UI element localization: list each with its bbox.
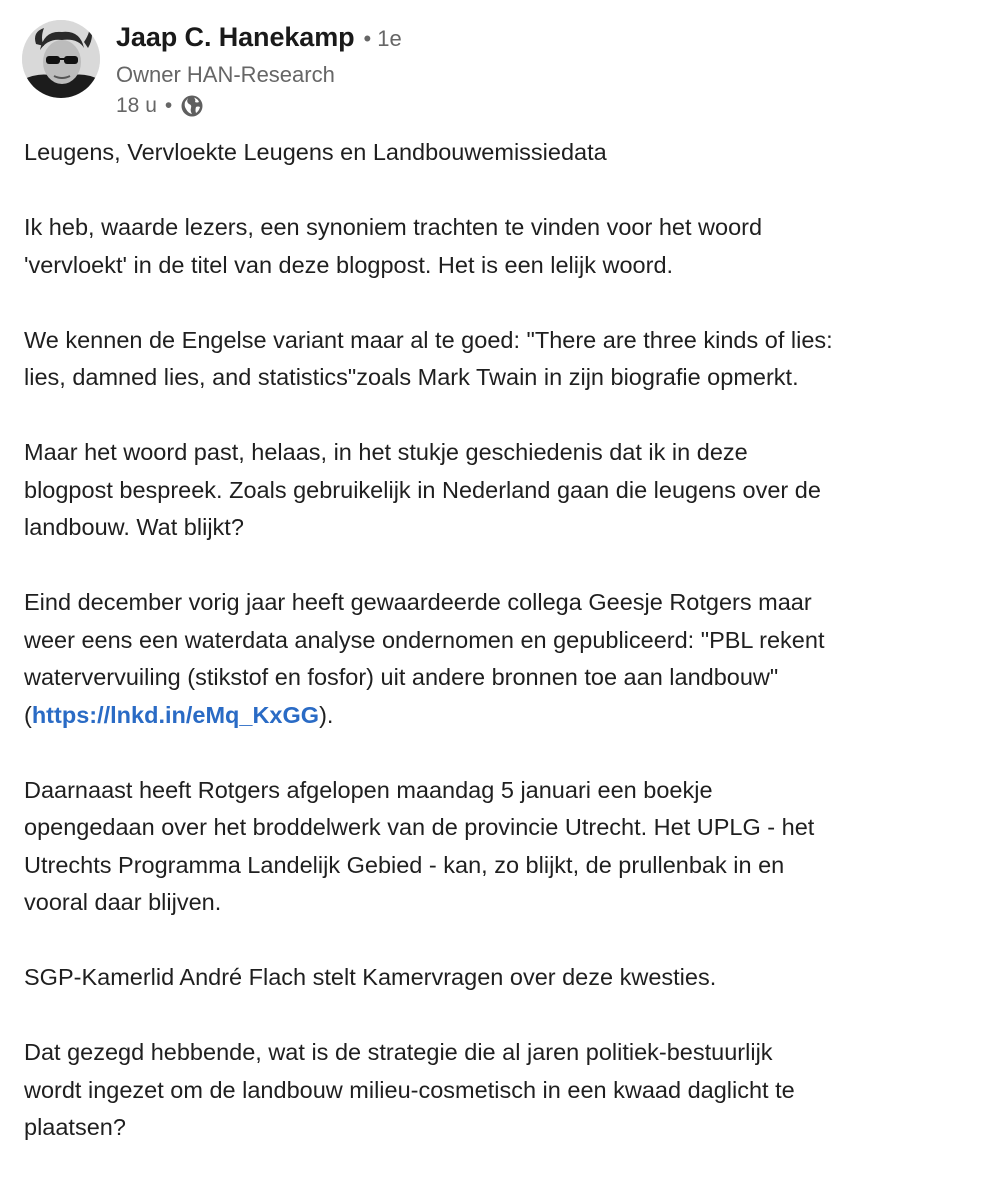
- author-info: [116, 22, 402, 122]
- post-meta: [116, 90, 402, 122]
- connection-separator: •: [363, 26, 372, 51]
- post-paragraph-3: Maar het woord past, helaas, in het stukje geschiedenis dat ik in deze blogpost bespreek. Zoals gebruikelijk in Nederland gaan die leugens over de landbouw. Wat blijkt?: [24, 439, 821, 540]
- post-paragraph-4-text: Eind december vorig jaar heeft gewaardeerde collega Geesje Rotgers maar weer eens een waterdata analyse ondernomen en gepubliceerd: "PBL rekent watervervuiling (stikstof en fosfor) uit andere bronnen toe aan landbouw" (: [24, 589, 825, 728]
- post-body: [24, 134, 974, 1147]
- post-paragraph-4: [24, 584, 974, 734]
- author-name[interactable]: Jaap C. Hanekamp: [116, 22, 355, 52]
- globe-icon: [180, 94, 204, 118]
- post-paragraph-6: SGP-Kamerlid André Flach stelt Kamervragen over deze kwesties.: [24, 964, 717, 990]
- author-headline: Owner HAN-Research: [116, 62, 335, 87]
- post-time: 18 u: [116, 94, 157, 117]
- post-paragraph-1: Ik heb, waarde lezers, een synoniem trachten te vinden voor het woord 'vervloekt' in de titel van deze blogpost. Het is een lelijk woord.: [24, 214, 763, 278]
- post-title: Leugens, Vervloekte Leugens en Landbouwemissiedata: [24, 139, 607, 165]
- post-paragraph-2: We kennen de Engelse variant maar al te goed: "There are three kinds of lies: lies, damned lies, and statistics"zoals Mark Twain in zijn biografie opmerkt.: [24, 326, 833, 390]
- avatar-photo: [22, 20, 100, 98]
- author-avatar[interactable]: [22, 20, 100, 98]
- post-paragraph-7: Dat gezegd hebbende, wat is de strategie die al jaren politiek-bestuurlijk wordt ingezet om de landbouw milieu-cosmetisch in een kwaad daglicht te plaatsen?: [24, 1039, 795, 1140]
- post-paragraph-4-end: ).: [319, 701, 334, 728]
- connection-degree: 1e: [377, 26, 402, 51]
- post-link[interactable]: https://lnkd.in/eMq_KxGG: [31, 701, 320, 728]
- meta-separator: •: [164, 94, 173, 117]
- post-header: [22, 20, 962, 120]
- author-name-line: [116, 22, 402, 60]
- post-paragraph-5: Daarnaast heeft Rotgers afgelopen maandag 5 januari een boekje opengedaan over het broddelwerk van de provincie Utrecht. Het UPLG - het Utrechts Programma Landelijk Gebied - kan, zo blijkt, de prullenbak in en vooral daar blijven.: [24, 776, 815, 915]
